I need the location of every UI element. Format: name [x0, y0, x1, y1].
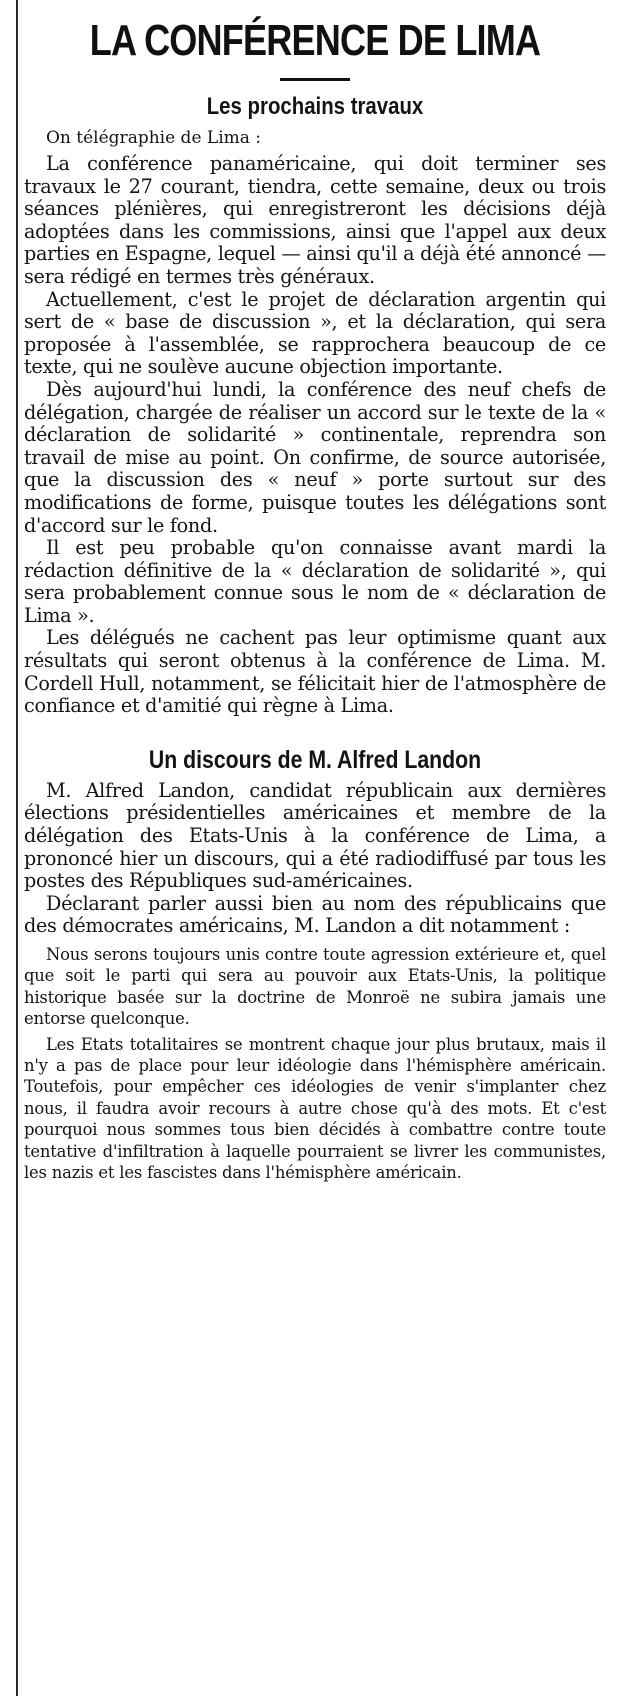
paragraph: Actuellement, c'est le projet de déclaration argentin qui sert de « base de discussion », et la déclaration, qui sera proposée à l'assemblée, se rapprochera beaucoup de ce texte, qui ne soulève aucune objection importante.	[24, 287, 606, 379]
quote-paragraph: Les Etats totalitaires se montrent chaque jour plus brutaux, mais il n'y a pas de place pour leur idéologie dans l'hémisphère américain. Toutefois, pour empêcher ces idéologies de venir s'implanter chez nous, il faudra avoir recours à autre chose qu'à des mots. Et c'est pourquoi nous sommes tous bien décidés à combattre contre toute tentative d'infiltration à laquelle pourraient se livrer les communistes, les nazis et les fascistes dans l'hémisphère américain.	[24, 1034, 606, 1183]
paragraph: Dès aujourd'hui lundi, la conférence des neuf chefs de délégation, chargée de réaliser un accord sur le texte de la « déclaration de solidarité » continentale, reprendra son travail de mise au point. On confirme, de source autorisée, que la discussion des « neuf » porte surtout sur des modifications de forme, puisque toutes les délégations sont d'accord sur le fond.	[24, 377, 606, 537]
quote-block	[24, 944, 606, 1183]
section1-heading: Les prochains travaux	[206, 93, 424, 120]
paragraph: Déclarant parler aussi bien au nom des républicains que des démocrates américains, M. Landon a dit notamment :	[24, 891, 606, 938]
column-rule	[16, 0, 18, 1696]
paragraph: Il est peu probable qu'on connaisse avant mardi la rédaction définitive de la « déclaration de solidarité », qui sera probablement connue sous le nom de « déclaration de Lima ».	[24, 536, 606, 627]
article-title: LA CONFÉRENCE DE LIMA	[89, 16, 541, 65]
dateline: On télégraphie de Lima :	[46, 128, 262, 148]
title-underline	[280, 78, 350, 81]
section2-heading: Un discours de M. Alfred Landon	[148, 745, 482, 774]
paragraph: M. Alfred Landon, candidat républicain aux dernières élections présidentielles américaines et membre de la délégation des Etats-Unis à la conférence de Lima, a prononcé hier un discours, qui a été radiodiffusé par tous les postes des Républiques sud-américaines.	[24, 778, 606, 893]
article	[24, 0, 606, 1696]
paragraph: La conférence panaméricaine, qui doit terminer ses travaux le 27 courant, tiendra, cette semaine, deux ou trois séances plénières, qui enregistreront les décisions déjà adoptées dans les commissions, ainsi que l'appel aux deux parties en Espagne, lequel — ainsi qu'il a déjà été annoncé — sera rédigé en termes très généraux.	[24, 152, 606, 288]
paragraph: Les délégués ne cachent pas leur optimisme quant aux résultats qui seront obtenus à la conférence de Lima. M. Cordell Hull, notamment, se félicitait hier de l'atmosphère de confiance et d'amitié qui règne à Lima.	[24, 626, 606, 718]
quote-paragraph: Nous serons toujours unis contre toute agression extérieure et, quel que soit le parti qui sera au pouvoir aux Etats-Unis, la politique historique basée sur la doctrine de Monroë ne subira jamais une entorse quelconque.	[24, 945, 606, 1029]
